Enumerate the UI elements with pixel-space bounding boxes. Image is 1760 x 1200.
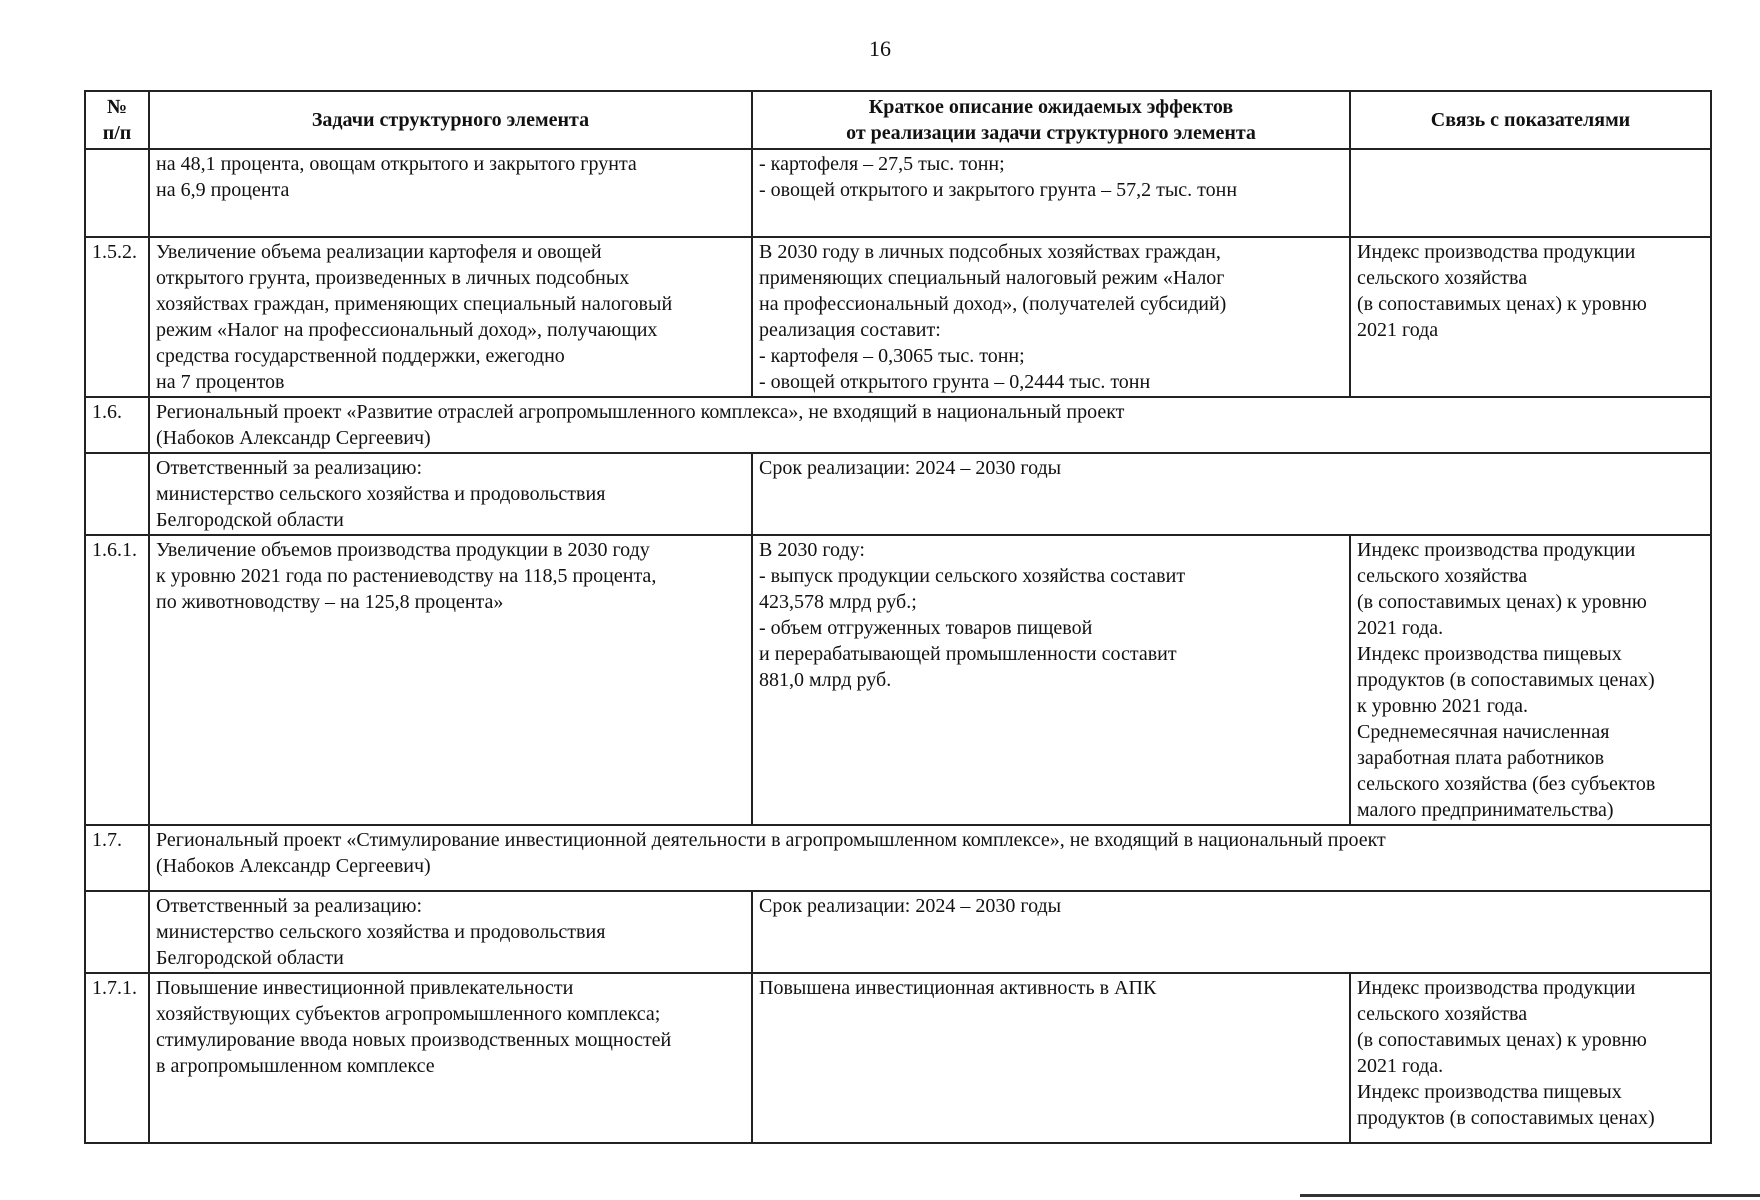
responsible-row [85,453,1711,535]
row-number: 1.6.1. [85,535,149,825]
task-cell: Увеличение объемов производства продукции в 2030 году к уровню 2021 года по растениеводству на 118,5 процента, по животноводству – на 125,8 процента» [149,535,752,825]
responsible-cell: Ответственный за реализацию: министерство сельского хозяйства и продовольствия Белгородской области [149,891,752,973]
header-tasks: Задачи структурного элемента [149,91,752,149]
structural-elements-table [84,90,1712,1144]
project-curator: (Набоков Александр Сергеевич) [156,427,431,449]
table-header-row [85,91,1711,149]
row-number: 1.5.2. [85,237,149,397]
empty-num-cell [85,453,149,535]
project-title-cell [149,397,1711,453]
task-cell: на 48,1 процента, овощам открытого и закрытого грунта на 6,9 процента [149,149,752,237]
empty-num-cell [85,891,149,973]
table-row [85,237,1711,397]
responsible-cell: Ответственный за реализацию: министерство сельского хозяйства и продовольствия Белгородской области [149,453,752,535]
project-title: Региональный проект «Развитие отраслей агропромышленного комплекса», не входящий в национальный проект [156,401,1125,423]
project-curator: (Набоков Александр Сергеевич) [156,855,431,877]
task-cell: Увеличение объема реализации картофеля и овощей открытого грунта, произведенных в личных подсобных хозяйствах граждан, применяющих специальный налоговый режим «Налог на профессиональный доход», получающих средства государственной поддержки, ежегодно на 7 процентов [149,237,752,397]
effect-cell: В 2030 году в личных подсобных хозяйствах граждан, применяющих специальный налоговый режим «Налог на профессиональный доход», (получателей субсидий) реализация составит: - картофеля – 0,3065 тыс. тонн; - овощей открытого грунта – 0,2444 тыс. тонн [752,237,1350,397]
effect-cell: Повышена инвестиционная активность в АПК [752,973,1350,1143]
table-row [85,149,1711,237]
task-cell: Повышение инвестиционной привлекательности хозяйствующих субъектов агропромышленного комплекса; стимулирование ввода новых производственных мощностей в агропромышленном комплексе [149,973,752,1143]
indicator-cell [1350,149,1711,237]
effect-cell: В 2030 году: - выпуск продукции сельского хозяйства составит 423,578 млрд руб.; - объем отгруженных товаров пищевой и перерабатывающей промышленности составит 881,0 млрд руб. [752,535,1350,825]
responsible-row [85,891,1711,973]
header-num: № п/п [85,91,149,149]
table-row [85,973,1711,1143]
indicator-cell: Индекс производства продукции сельского хозяйства (в сопоставимых ценах) к уровню 2021 года. Индекс производства пищевых продуктов (в сопоставимых ценах) к уровню 2021 года. Среднемесячная начисленная заработная плата работников сельского хозяйства (без субъектов малого предпринимательства) [1350,535,1711,825]
row-number: 1.7. [85,825,149,891]
page-number: 16 [869,36,891,61]
project-title-cell [149,825,1711,891]
row-number: 1.7.1. [85,973,149,1143]
scan-edge-line [1300,1194,1760,1197]
project-row [85,825,1711,891]
header-effects: Краткое описание ожидаемых эффектов от реализации задачи структурного элемента [752,91,1350,149]
row-number [85,149,149,237]
term-cell: Срок реализации: 2024 – 2030 годы [752,453,1711,535]
indicator-cell: Индекс производства продукции сельского хозяйства (в сопоставимых ценах) к уровню 2021 года. Индекс производства пищевых продуктов (в сопоставимых ценах) [1350,973,1711,1143]
header-links: Связь с показателями [1350,91,1711,149]
project-title: Региональный проект «Стимулирование инвестиционной деятельности в агропромышленном комплексе», не входящий в национальный проект [156,829,1386,851]
effect-cell: - картофеля – 27,5 тыс. тонн; - овощей открытого и закрытого грунта – 57,2 тыс. тонн [752,149,1350,237]
project-row [85,397,1711,453]
indicator-cell: Индекс производства продукции сельского хозяйства (в сопоставимых ценах) к уровню 2021 года [1350,237,1711,397]
row-number: 1.6. [85,397,149,453]
table-row [85,535,1711,825]
term-cell: Срок реализации: 2024 – 2030 годы [752,891,1711,973]
